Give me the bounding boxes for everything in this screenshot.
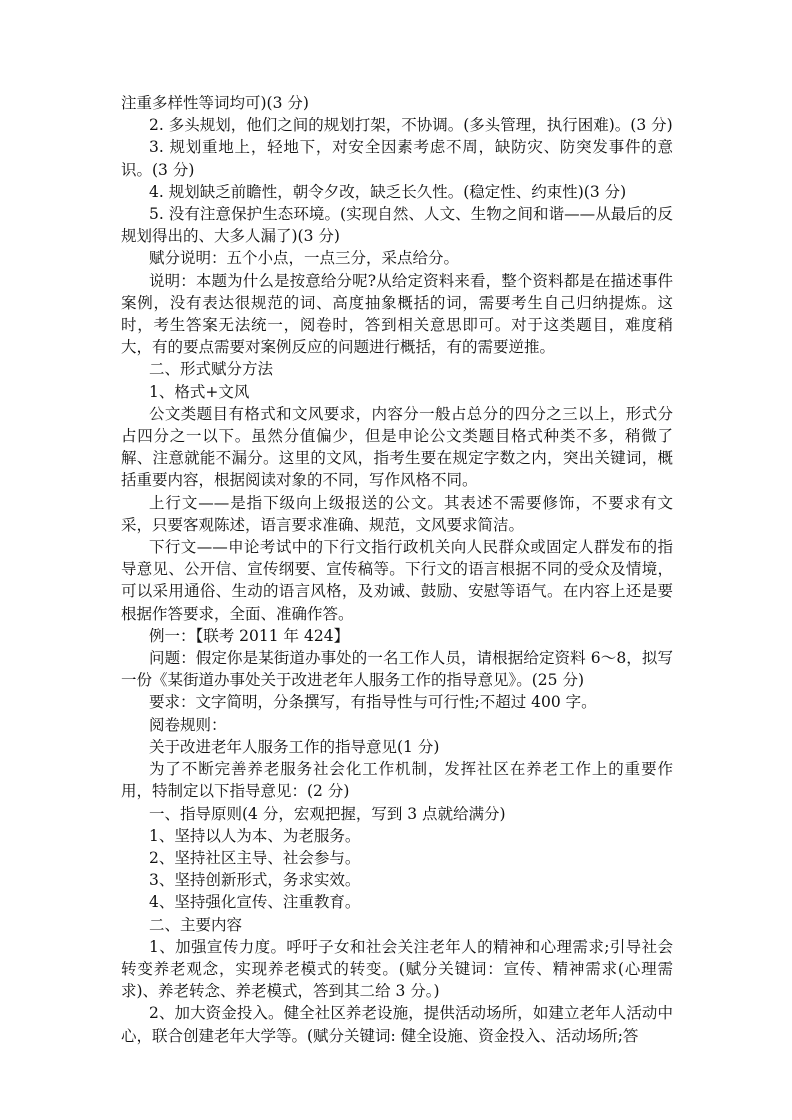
- paragraph-0: 注重多样性等词均可)(3 分): [121, 94, 309, 112]
- grading-rules-label: 阅卷规则：: [149, 715, 227, 734]
- paragraph-5: 赋分说明：五个小点，一点三分，采点给分。: [149, 249, 460, 268]
- paragraph-9: 公文类题目有格式和文风要求，内容分一般占总分的四分之三以上，形式分占四分之一以下。虽然分值偏少，但是申论公文类题目格式种类不多，稍微了解、注意就能不漏分。这里的文风，指考生要在规定字数之内，突出关键词，概括重要内容，根据阅读对象的不同，写作风格不同。: [121, 404, 673, 490]
- subheading-format-style: 1、格式+文风: [149, 382, 250, 401]
- list-item: 3、坚持创新形式，务求实效。: [149, 871, 361, 890]
- paragraph-6: 说明：本题为什么是按意给分呢?从给定资料来看，整个资料都是在描述事件案例，没有表达很规范的词、高度抽象概括的词，需要考生自己归纳提炼。这时，考生答案无法统一，阅卷时，答到相关意思即可。对于这类题目，难度稍大，有的要点需要对案例反应的问题进行概括，有的需要逆推。: [121, 271, 673, 357]
- list-item: 2、坚持社区主导、社会参与。: [149, 848, 361, 867]
- main-content-heading: 二、主要内容: [149, 915, 243, 934]
- list-item: 1、坚持以人为本、为老服务。: [149, 826, 361, 845]
- section-heading-formal-scoring: 二、形式赋分方法: [149, 360, 274, 379]
- paragraph-25: 2、加大资金投入。健全社区养老设施，提供活动场所，如建立老年人活动中心，联合创建老年大学等。(赋分关键词: 健全设施、资金投入、活动场所;答: [121, 1004, 673, 1045]
- paragraph-11: 下行文——申论考试中的下行文指行政机关向人民群众或固定人群发布的指导意见、公开信、宣传纲要、宣传稿等。下行文的语言根据不同的受众及情境，可以采用通俗、生动的语言风格，及劝诫、鼓励、安慰等语气。在内容上还是要根据作答要求，全面、准确作答。: [121, 538, 673, 623]
- question-paragraph: 问题：假定你是某街道办事处的一名工作人员，请根据给定资料 6～8，拟写一份《某街道办事处关于改进老年人服务工作的指导意见》。(25 分): [121, 649, 673, 690]
- document-page: [121, 92, 673, 1047]
- paragraph-1: 2. 多头规划，他们之间的规划打架，不协调。(多头管理，执行困难)。(3 分): [149, 116, 673, 135]
- guiding-principles-heading: 一、指导原则(4 分，宏观把握，写到 3 点就给满分): [149, 804, 506, 823]
- requirements-paragraph: 要求：文字简明，分条撰写，有指导性与可行性;不超过 400 字。: [149, 693, 597, 712]
- paragraph-10: 上行文——是指下级向上级报送的公文。其表述不需要修饰，不要求有文采，只要客观陈述，语言要求准确、规范，文风要求简洁。: [121, 493, 673, 534]
- paragraph-3: 4. 规划缺乏前瞻性，朝令夕改，缺乏长久性。(稳定性、约束性)(3 分): [149, 182, 627, 201]
- paragraph-24: 1、加强宣传力度。呼吁子女和社会关注老年人的精神和心理需求;引导社会转变养老观念，实现养老模式的转变。(赋分关键词：宣传、精神需求(心理需求)、养老转念、养老模式，答到其二给 3 分。): [121, 937, 673, 1001]
- paragraph-4: 5. 没有注意保护生态环境。(实现自然、人文、生物之间和谐——从最后的反规划得出的、大多人漏了)(3 分): [121, 205, 673, 246]
- paragraph-17: 为了不断完善养老服务社会化工作机制，发挥社区在养老工作上的重要作用，特制定以下指导意见：(2 分): [121, 760, 673, 801]
- guidance-title: 关于改进老年人服务工作的指导意见(1 分): [149, 737, 440, 756]
- example-heading: 例一：【联考 2011 年 424】: [149, 626, 350, 645]
- paragraph-2: 3. 规划重地上，轻地下，对安全因素考虑不周，缺防灾、防突发事件的意识。(3 分): [121, 138, 673, 179]
- list-item: 4、坚持强化宣传、注重教育。: [149, 893, 361, 912]
